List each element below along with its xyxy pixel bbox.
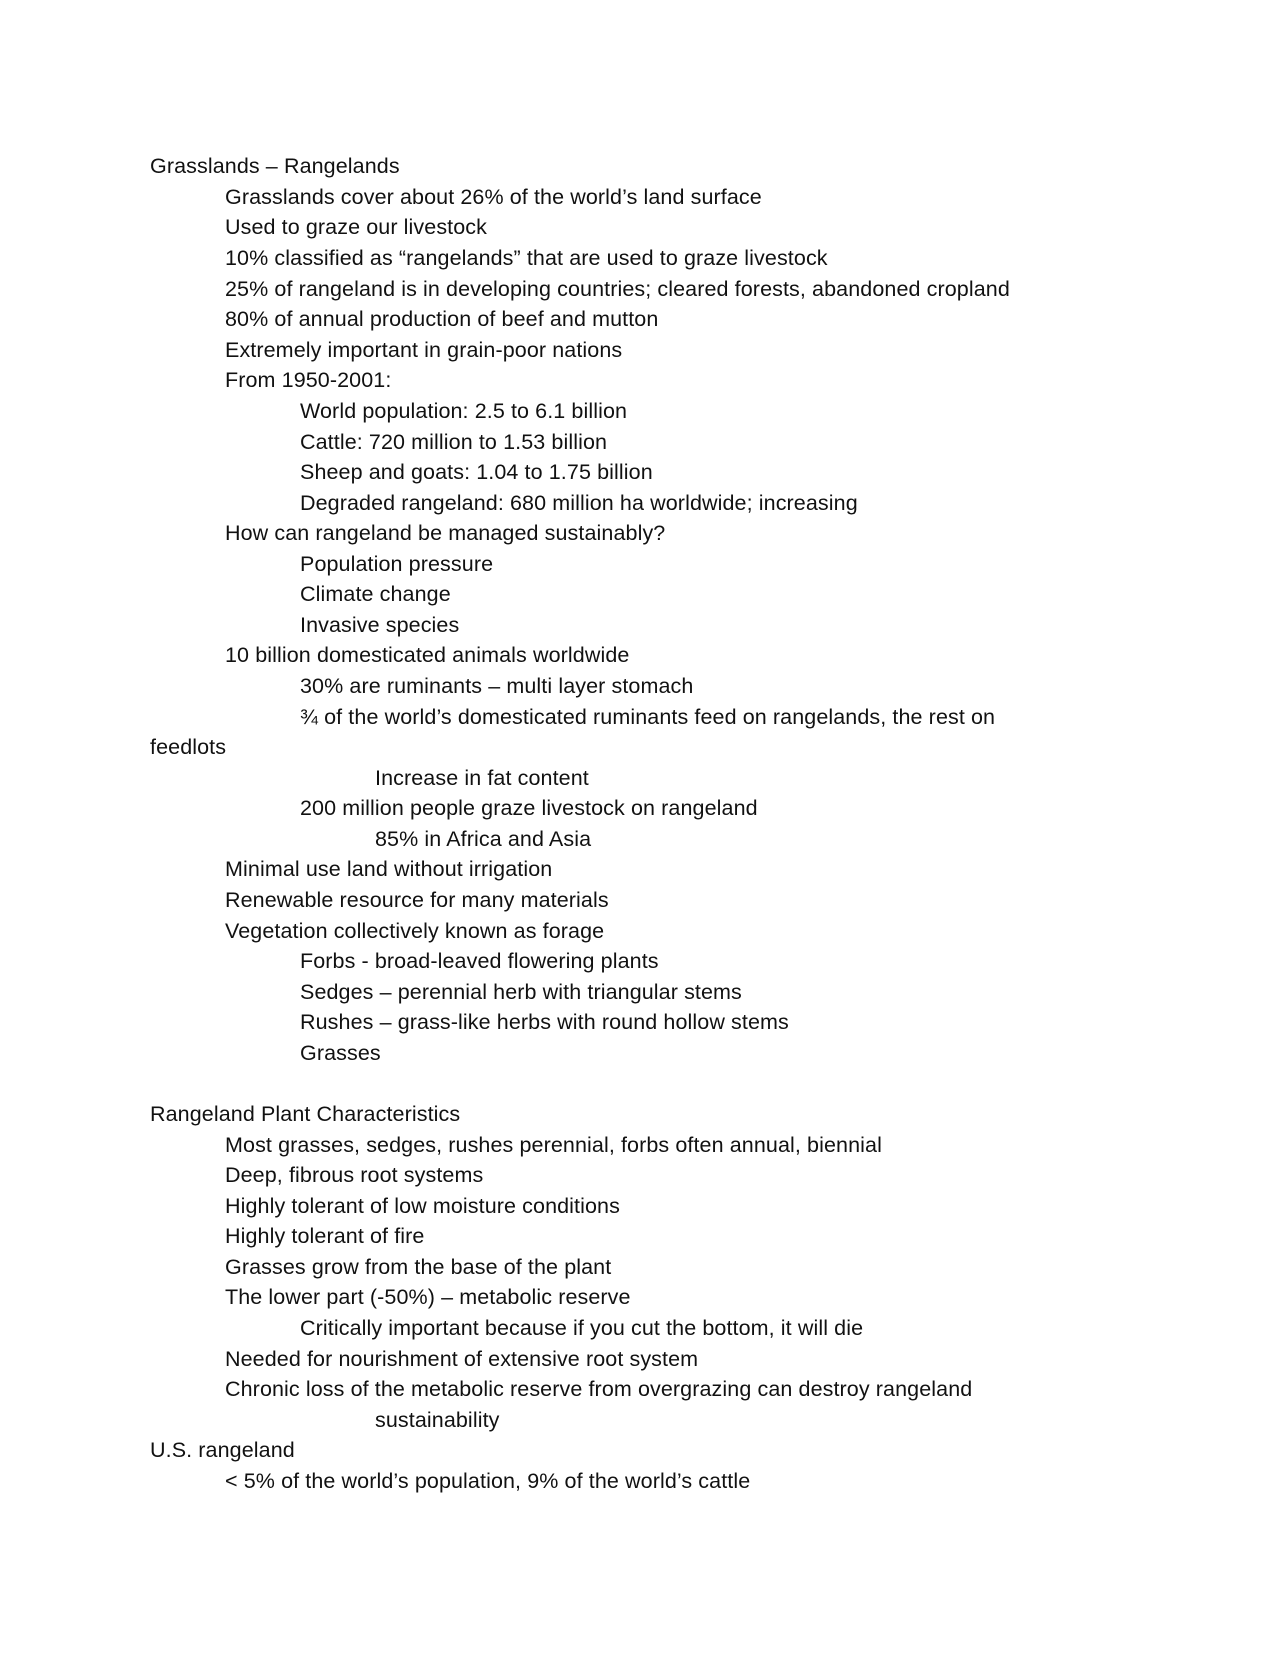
text-line: Invasive species <box>300 613 460 637</box>
text-line: ¾ of the world’s domesticated ruminants feed on rangelands, the rest on <box>300 705 996 729</box>
text-line: Degraded rangeland: 680 million ha worldwide; increasing <box>300 491 858 515</box>
text-line: Cattle: 720 million to 1.53 billion <box>300 430 608 454</box>
text-line: 10% classified as “rangelands” that are used to graze livestock <box>225 246 828 270</box>
text-line: feedlots <box>150 735 227 759</box>
text-line: 10 billion domesticated animals worldwide <box>225 643 630 667</box>
text-line: Critically important because if you cut the bottom, it will die <box>300 1316 864 1340</box>
text-line: The lower part (-50%) – metabolic reserve <box>225 1285 631 1309</box>
text-line: Sheep and goats: 1.04 to 1.75 billion <box>300 460 653 484</box>
text-line: Population pressure <box>300 552 494 576</box>
section-heading: U.S. rangeland <box>150 1438 295 1462</box>
text-line: Minimal use land without irrigation <box>225 857 553 881</box>
text-line: Grasses <box>300 1041 381 1065</box>
text-line: Renewable resource for many materials <box>225 888 609 912</box>
text-line: Climate change <box>300 582 451 606</box>
text-line: 30% are ruminants – multi layer stomach <box>300 674 694 698</box>
text-line: < 5% of the world’s population, 9% of the world’s cattle <box>225 1469 751 1493</box>
text-line: From 1950-2001: <box>225 368 392 392</box>
text-line: How can rangeland be managed sustainably? <box>225 521 666 545</box>
text-line: Sedges – perennial herb with triangular stems <box>300 980 742 1004</box>
text-line: Grasses grow from the base of the plant <box>225 1255 612 1279</box>
text-line: Deep, fibrous root systems <box>225 1163 484 1187</box>
text-line: Most grasses, sedges, rushes perennial, forbs often annual, biennial <box>225 1133 882 1157</box>
section-heading: Grasslands – Rangelands <box>150 154 400 178</box>
text-line: Needed for nourishment of extensive root system <box>225 1347 699 1371</box>
text-line: World population: 2.5 to 6.1 billion <box>300 399 628 423</box>
text-line: Increase in fat content <box>375 766 589 790</box>
text-line: Chronic loss of the metabolic reserve from overgrazing can destroy rangeland <box>225 1377 973 1401</box>
text-line: Highly tolerant of low moisture conditions <box>225 1194 620 1218</box>
text-line: sustainability <box>375 1408 500 1432</box>
text-line: Extremely important in grain-poor nations <box>225 338 623 362</box>
text-line: Used to graze our livestock <box>225 215 488 239</box>
text-line: 80% of annual production of beef and mutton <box>225 307 659 331</box>
text-line: Grasslands cover about 26% of the world’s land surface <box>225 185 762 209</box>
text-line: 200 million people graze livestock on rangeland <box>300 796 758 820</box>
section-heading: Rangeland Plant Characteristics <box>150 1102 461 1126</box>
text-line: 25% of rangeland is in developing countries; cleared forests, abandoned cropland <box>225 277 1010 301</box>
text-line: 85% in Africa and Asia <box>375 827 592 851</box>
text-line: Vegetation collectively known as forage <box>225 919 605 943</box>
text-line: Rushes – grass-like herbs with round hollow stems <box>300 1010 789 1034</box>
text-line: Forbs - broad-leaved flowering plants <box>300 949 659 973</box>
text-line: Highly tolerant of fire <box>225 1224 425 1248</box>
